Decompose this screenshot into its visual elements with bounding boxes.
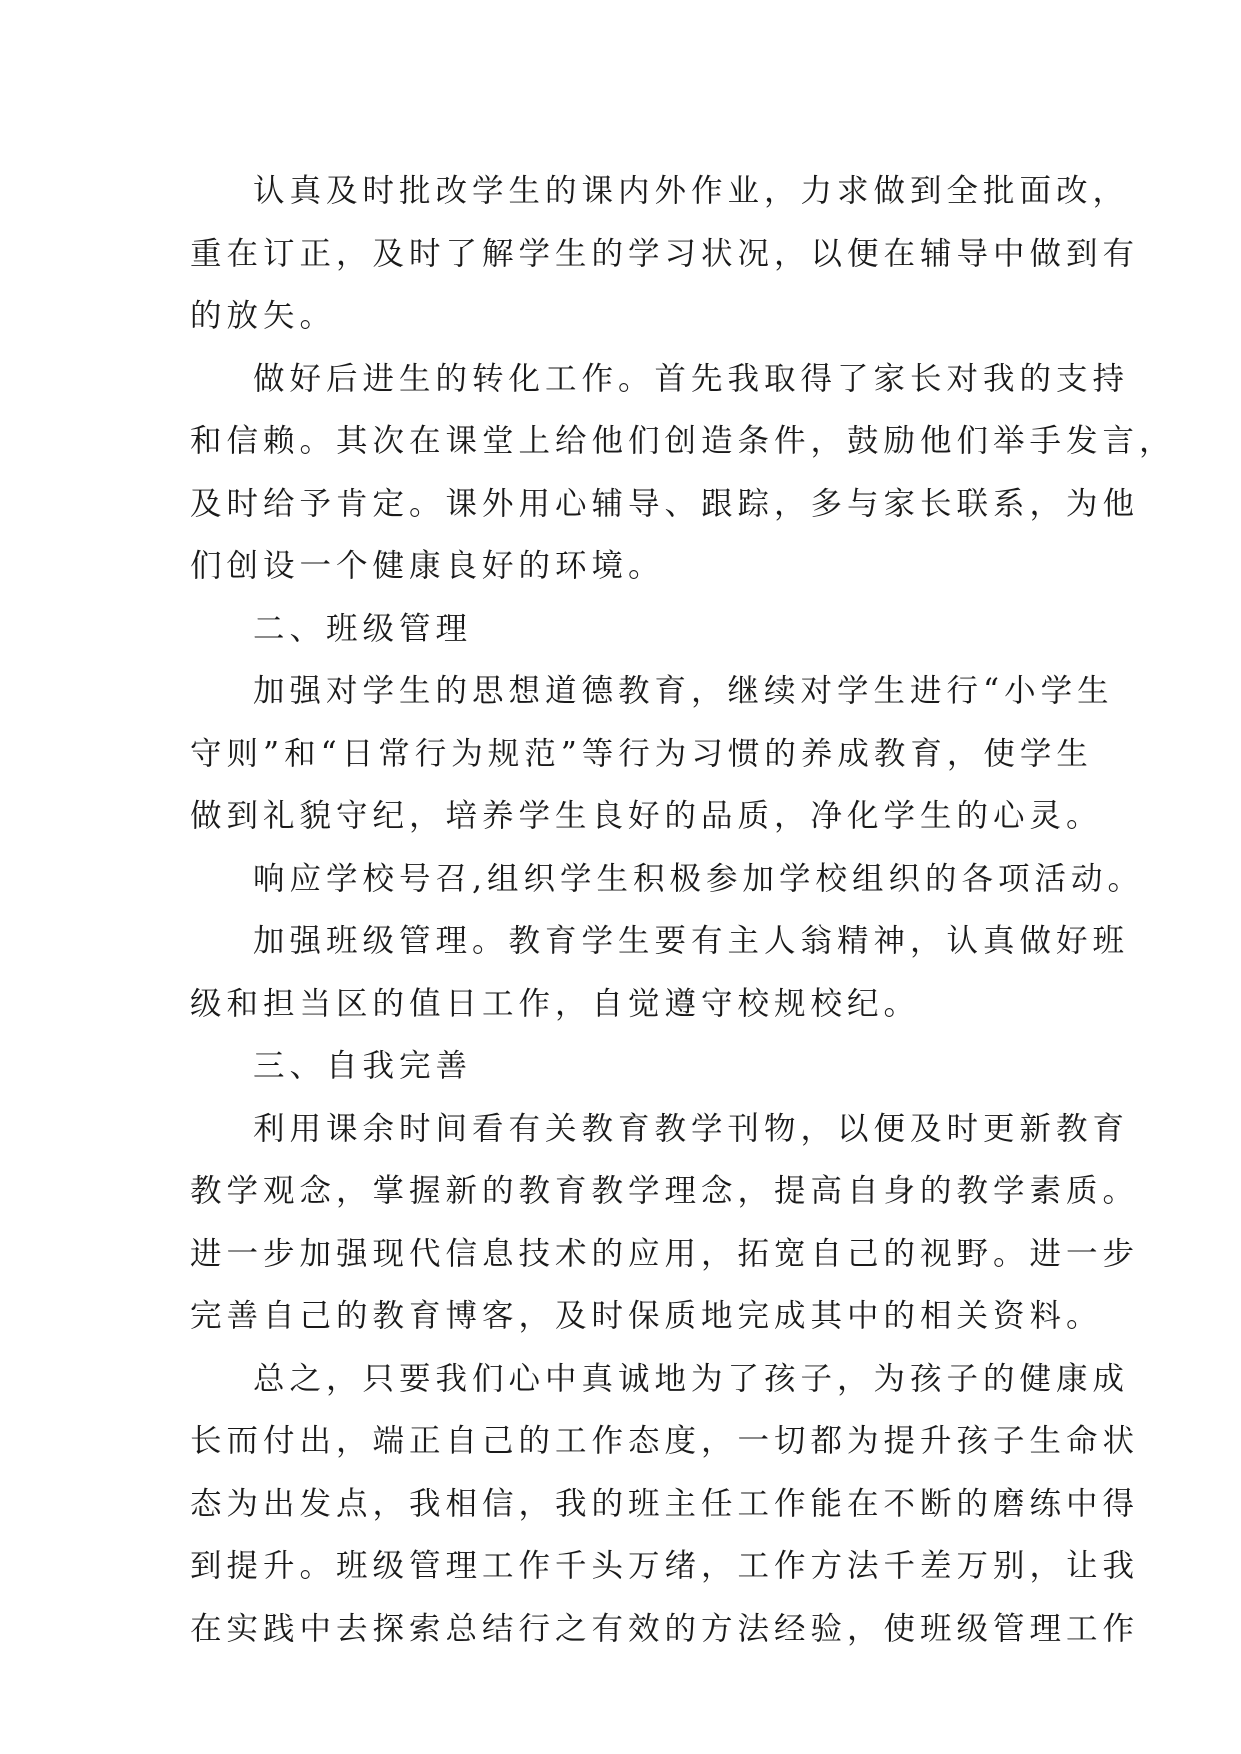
paragraph-school-activities — [190, 848, 1145, 911]
text-line: 的放矢。 — [190, 298, 337, 334]
text-line: 教学观念，掌握新的教育教学理念，提高自身的教学素质。 — [190, 1173, 1140, 1209]
paragraph-moral-education — [190, 660, 1114, 848]
text-line: 认真及时批改学生的课内外作业，力求做到全批面改， — [253, 173, 1130, 209]
text-line: 做好后进生的转化工作。首先我取得了家长对我的支持 — [253, 360, 1130, 397]
text-line: 加强对学生的思想道德教育，继续对学生进行“小学生 — [253, 673, 1114, 709]
paragraph-self-study — [190, 1098, 1140, 1348]
text-line: 重在订正，及时了解学生的学习状况，以便在辅导中做到有 — [190, 235, 1140, 272]
paragraph-strengthen-management — [190, 910, 1130, 1035]
text-line: 们创设一个健康良好的环境。 — [190, 548, 665, 584]
document-body — [190, 160, 1176, 1660]
text-line: 守则”和“日常行为规范”等行为习惯的养成教育，使学生 — [190, 735, 1093, 772]
text-line: 在实践中去探索总结行之有效的方法经验，使班级管理工作 — [190, 1610, 1140, 1647]
heading-text: 二、班级管理 — [253, 610, 473, 647]
text-line: 总之，只要我们心中真诚地为了孩子，为孩子的健康成 — [253, 1360, 1130, 1397]
text-line: 及时给予肯定。课外用心辅导、跟踪，多与家长联系，为他 — [190, 485, 1140, 522]
text-line: 响应学校号召,组织学生积极参加学校组织的各项活动。 — [253, 860, 1145, 897]
text-line: 态为出发点，我相信，我的班主任工作能在不断的磨练中得 — [190, 1485, 1140, 1522]
text-line: 到提升。班级管理工作千头万绪，工作方法千差万别，让我 — [190, 1548, 1140, 1584]
paragraph-conclusion — [190, 1348, 1140, 1661]
text-line: 和信赖。其次在课堂上给他们创造条件，鼓励他们举手发言， — [190, 423, 1176, 459]
section-heading-class-management — [190, 598, 1070, 661]
heading-text: 三、自我完善 — [253, 1048, 473, 1084]
text-line: 长而付出，端正自己的工作态度，一切都为提升孩子生命状 — [190, 1423, 1140, 1459]
text-line: 级和担当区的值日工作，自觉遵守校规校纪。 — [190, 985, 921, 1022]
paragraph-homework — [190, 160, 1140, 348]
paragraph-struggling-students — [190, 348, 1176, 598]
text-line: 做到礼貌守纪，培养学生良好的品质，净化学生的心灵。 — [190, 798, 1103, 834]
text-line: 利用课余时间看有关教育教学刊物，以便及时更新教育 — [253, 1110, 1130, 1147]
section-heading-self-improvement — [190, 1035, 1070, 1098]
text-line: 加强班级管理。教育学生要有主人翁精神，认真做好班 — [253, 923, 1130, 959]
text-line: 进一步加强现代信息技术的应用，拓宽自己的视野。进一步 — [190, 1235, 1140, 1272]
text-line: 完善自己的教育博客，及时保质地完成其中的相关资料。 — [190, 1298, 1103, 1334]
